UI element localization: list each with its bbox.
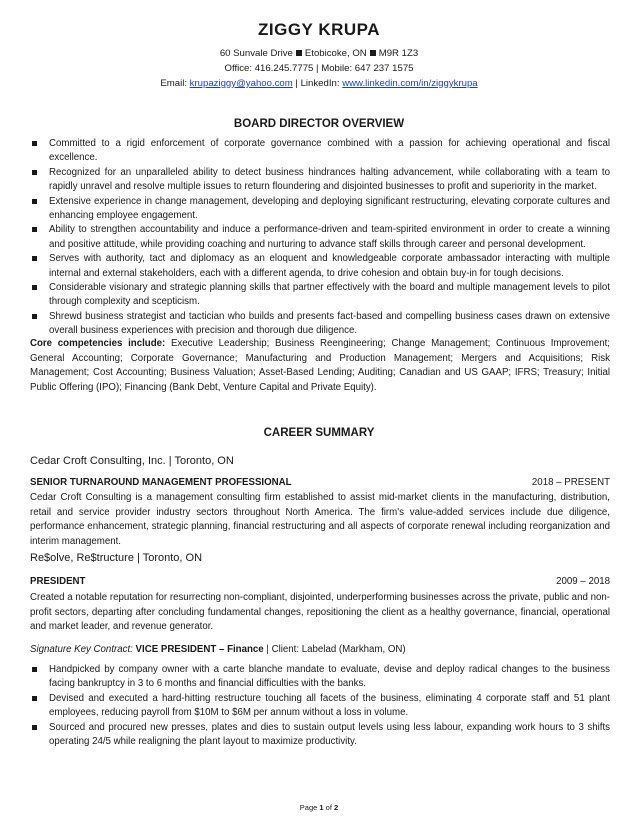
- square-bullet-icon: [296, 50, 302, 56]
- page-current: 1: [319, 803, 324, 812]
- role-title: PRESIDENT: [30, 576, 86, 587]
- address-postal: M9R 1Z3: [378, 48, 419, 59]
- address-city: Etobicoke, ON: [304, 48, 367, 59]
- bullet-text: Serves with authority, tact and diplomacy as an eloquent and knowledgeable corporate ambassador interacting with multiple internal and external stakeholders, each with a different agenda, to drive cohesion and obtain buy-in for tough decisions.: [49, 253, 610, 279]
- address-street: 60 Sunvale Drive: [219, 48, 293, 59]
- square-bullet-icon: [32, 227, 37, 232]
- bullet-item: [30, 166, 610, 195]
- page-label: Page: [299, 803, 318, 812]
- bullet-text: Handpicked by company owner with a carte blanche mandate to evaluate, devise and deploy radical changes to the business facing bankruptcy in 3 to 6 months and financial difficulties with the banks.: [49, 664, 610, 690]
- page-footer: [0, 803, 638, 812]
- square-bullet-icon: [32, 667, 37, 672]
- bullet-text: Shrewd business strategist and tactician who builds and presents fact-based and compelling business cases drawn on extensive overall business experiences with precision and thorough due diligence.: [49, 310, 610, 337]
- square-bullet-icon: [32, 199, 37, 204]
- role-row-senior-turnaround: [30, 477, 610, 488]
- role-row-president: [30, 576, 610, 587]
- bullet-item: [30, 310, 610, 339]
- signature-label: Signature Key Contract:: [30, 644, 133, 655]
- address-line: [0, 48, 638, 59]
- square-bullet-icon: [32, 256, 37, 261]
- square-bullet-icon: [32, 170, 37, 175]
- signature-role: VICE PRESIDENT – Finance: [132, 644, 264, 655]
- page-total: 2: [334, 803, 339, 812]
- overview-bullet-list: [30, 137, 610, 339]
- signature-client: | Client: Labelad (Markham, ON): [263, 644, 406, 655]
- phone-line: Office: 416.245.7775 | Mobile: 647 237 1575: [224, 63, 414, 74]
- bullet-item: [30, 223, 610, 252]
- bullet-item: [30, 663, 610, 692]
- email-label: Email:: [160, 78, 187, 89]
- linkedin-label: | LinkedIn:: [295, 78, 340, 89]
- overview-heading: BOARD DIRECTOR OVERVIEW: [233, 118, 405, 130]
- signature-bullet-list: [30, 663, 610, 749]
- name-last: KRUPA: [318, 20, 380, 39]
- name-first: ZIGGY: [257, 20, 314, 39]
- square-bullet-icon: [32, 285, 37, 290]
- role-description-cedar: Cedar Croft Consulting is a management consulting firm established to assist mid-market clients in the manufacturing, distribution, retail and service provider industry sectors throughout North America. The firm's value-added services include due diligence, performance enhancement, strategic planning, financial restructuring and all aspects of corporate renewal including reorganization and interim management.: [30, 492, 610, 547]
- bullet-item: [30, 721, 610, 750]
- role-dates: 2009 – 2018: [556, 576, 610, 587]
- bullet-text: Devised and executed a hard-hitting restructure touching all facets of the business, eliminating 4 corporate staff and 51 plant employees, reducing payroll from $10M to $6M per annum without a loss in volume.: [49, 692, 610, 719]
- core-competencies-label: Core competencies include:: [30, 338, 166, 349]
- core-competencies-text: Executive Leadership; Business Reengineering; Change Management; Continuous Improvement; General Accounting; Corporate Governance; Manufacturing and Production Management; Mergers and Acquisitions; Risk Management; Cost Accounting; Business Valuation; Asset-Based Lending; Auditing; Canadian and US GAAP; IFRS; Treasury; Initial Public Offering (IPO); Financing (Bank Debt, Venture Capital and Private Equity).: [30, 338, 610, 393]
- company-resolve: Re$olve, Re$tructure | Toronto, ON: [30, 552, 203, 564]
- bullet-item: [30, 137, 610, 166]
- signature-contract-line: [30, 644, 406, 655]
- linkedin-link[interactable]: www.linkedin.com/in/ziggykrupa: [342, 78, 478, 89]
- role-dates: 2018 – PRESENT: [531, 477, 610, 488]
- square-bullet-icon: [370, 50, 376, 56]
- bullet-text: Recognized for an unparalleled ability to detect business hindrances halting advancement, while collaborating with a team to rapidly unravel and resolve multiple issues to return floundering and disjointed businesses to profit and superiority in the market.: [49, 166, 610, 193]
- square-bullet-icon: [32, 725, 37, 730]
- contact-line: [0, 78, 638, 89]
- bullet-item: [30, 252, 610, 281]
- bullet-text: Considerable visionary and strategic planning skills that partner effectively with the board and multiple management levels to pilot through complexity and scepticism.: [49, 282, 610, 308]
- square-bullet-icon: [32, 314, 37, 319]
- of-label: of: [325, 803, 332, 812]
- career-heading: CAREER SUMMARY: [263, 427, 375, 439]
- candidate-name: [0, 20, 638, 40]
- square-bullet-icon: [32, 696, 37, 701]
- role-title: SENIOR TURNAROUND MANAGEMENT PROFESSIONAL: [30, 477, 292, 488]
- role-description-resolve: Created a notable reputation for resurrecting non-compliant, disjointed, underperforming businesses across the private, public and non-profit sectors, departing after concluding fundamental changes, repositioning the client as a healthy governance, financial, operational and market leader, and revenue generator.: [30, 592, 610, 633]
- bullet-item: [30, 195, 610, 224]
- square-bullet-icon: [32, 141, 37, 146]
- bullet-item: [30, 281, 610, 310]
- bullet-item: [30, 692, 610, 721]
- email-link[interactable]: krupaziggy@yahoo.com: [189, 78, 293, 89]
- bullet-text: Committed to a rigid enforcement of corporate governance combined with a passion for achieving operational and fiscal excellence.: [49, 138, 610, 164]
- bullet-text: Extensive experience in change management, developing and deploying significant restructuring, elevating corporate cultures and enhancing employee engagement.: [49, 195, 610, 222]
- bullet-text: Sourced and procured new presses, plates and dies to sustain output levels using less labour, expanding work hours to 3 shifts operating 24/5 while realigning the plant layout to maximize productivity.: [49, 721, 610, 748]
- core-competencies: [30, 337, 610, 395]
- bullet-text: Ability to strengthen accountability and induce a performance-driven and team-spirited environment in order to create a winning and positive attitude, while providing coaching and nurturing to advance staff skills through career and personal development.: [49, 224, 610, 250]
- company-cedar-croft: Cedar Croft Consulting, Inc. | Toronto, ON: [30, 455, 234, 467]
